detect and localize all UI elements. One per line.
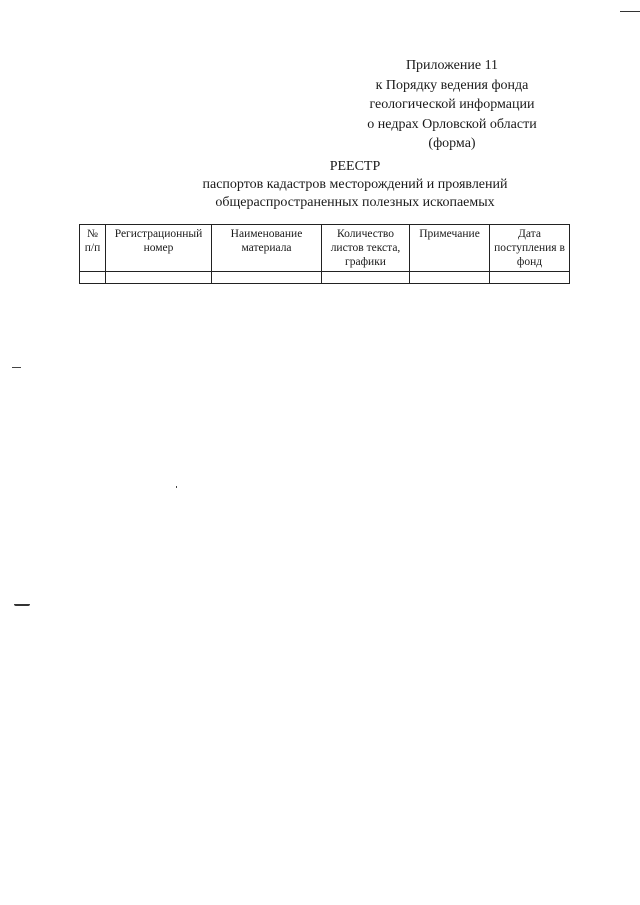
table-cell-note bbox=[410, 272, 490, 284]
header-note: Примечание bbox=[410, 225, 490, 272]
header-no: № п/п bbox=[80, 225, 106, 272]
table-cell-date-received bbox=[490, 272, 570, 284]
header-material-name: Наименование материала bbox=[212, 225, 322, 272]
scan-edge-mark bbox=[620, 11, 640, 12]
header-sheet-count: Количество листов текста, графики bbox=[322, 225, 410, 272]
registry-table bbox=[79, 224, 570, 284]
header-date-received: Дата поступления в фонд bbox=[490, 225, 570, 272]
table-cell-no bbox=[80, 272, 106, 284]
scan-speck bbox=[12, 367, 21, 368]
table-cell-reg-number bbox=[106, 272, 212, 284]
appendix-line-1: Приложение 11 bbox=[405, 58, 499, 73]
table-cell-material-name bbox=[212, 272, 322, 284]
appendix-line-5: (форма) bbox=[428, 136, 476, 151]
registry-heading bbox=[0, 158, 640, 212]
header-reg-number: Регистрационный номер bbox=[106, 225, 212, 272]
table-row bbox=[80, 272, 570, 284]
registry-title: РЕЕСТР bbox=[329, 159, 381, 174]
appendix-line-2: к Порядку ведения фонда bbox=[375, 77, 529, 93]
appendix-line-4: о недрах Орловской области bbox=[367, 116, 537, 132]
table-cell-sheet-count bbox=[322, 272, 410, 284]
scan-speck bbox=[14, 604, 30, 606]
table-header-row bbox=[80, 225, 570, 272]
registry-subtitle-line-1: паспортов кадастров месторождений и проявлений bbox=[202, 177, 508, 192]
scan-speck bbox=[176, 486, 177, 488]
appendix-line-3: геологической информации bbox=[369, 97, 535, 112]
registry-subtitle-line-2: общераспространенных полезных ископаемых bbox=[215, 195, 495, 210]
appendix-note bbox=[322, 56, 582, 154]
